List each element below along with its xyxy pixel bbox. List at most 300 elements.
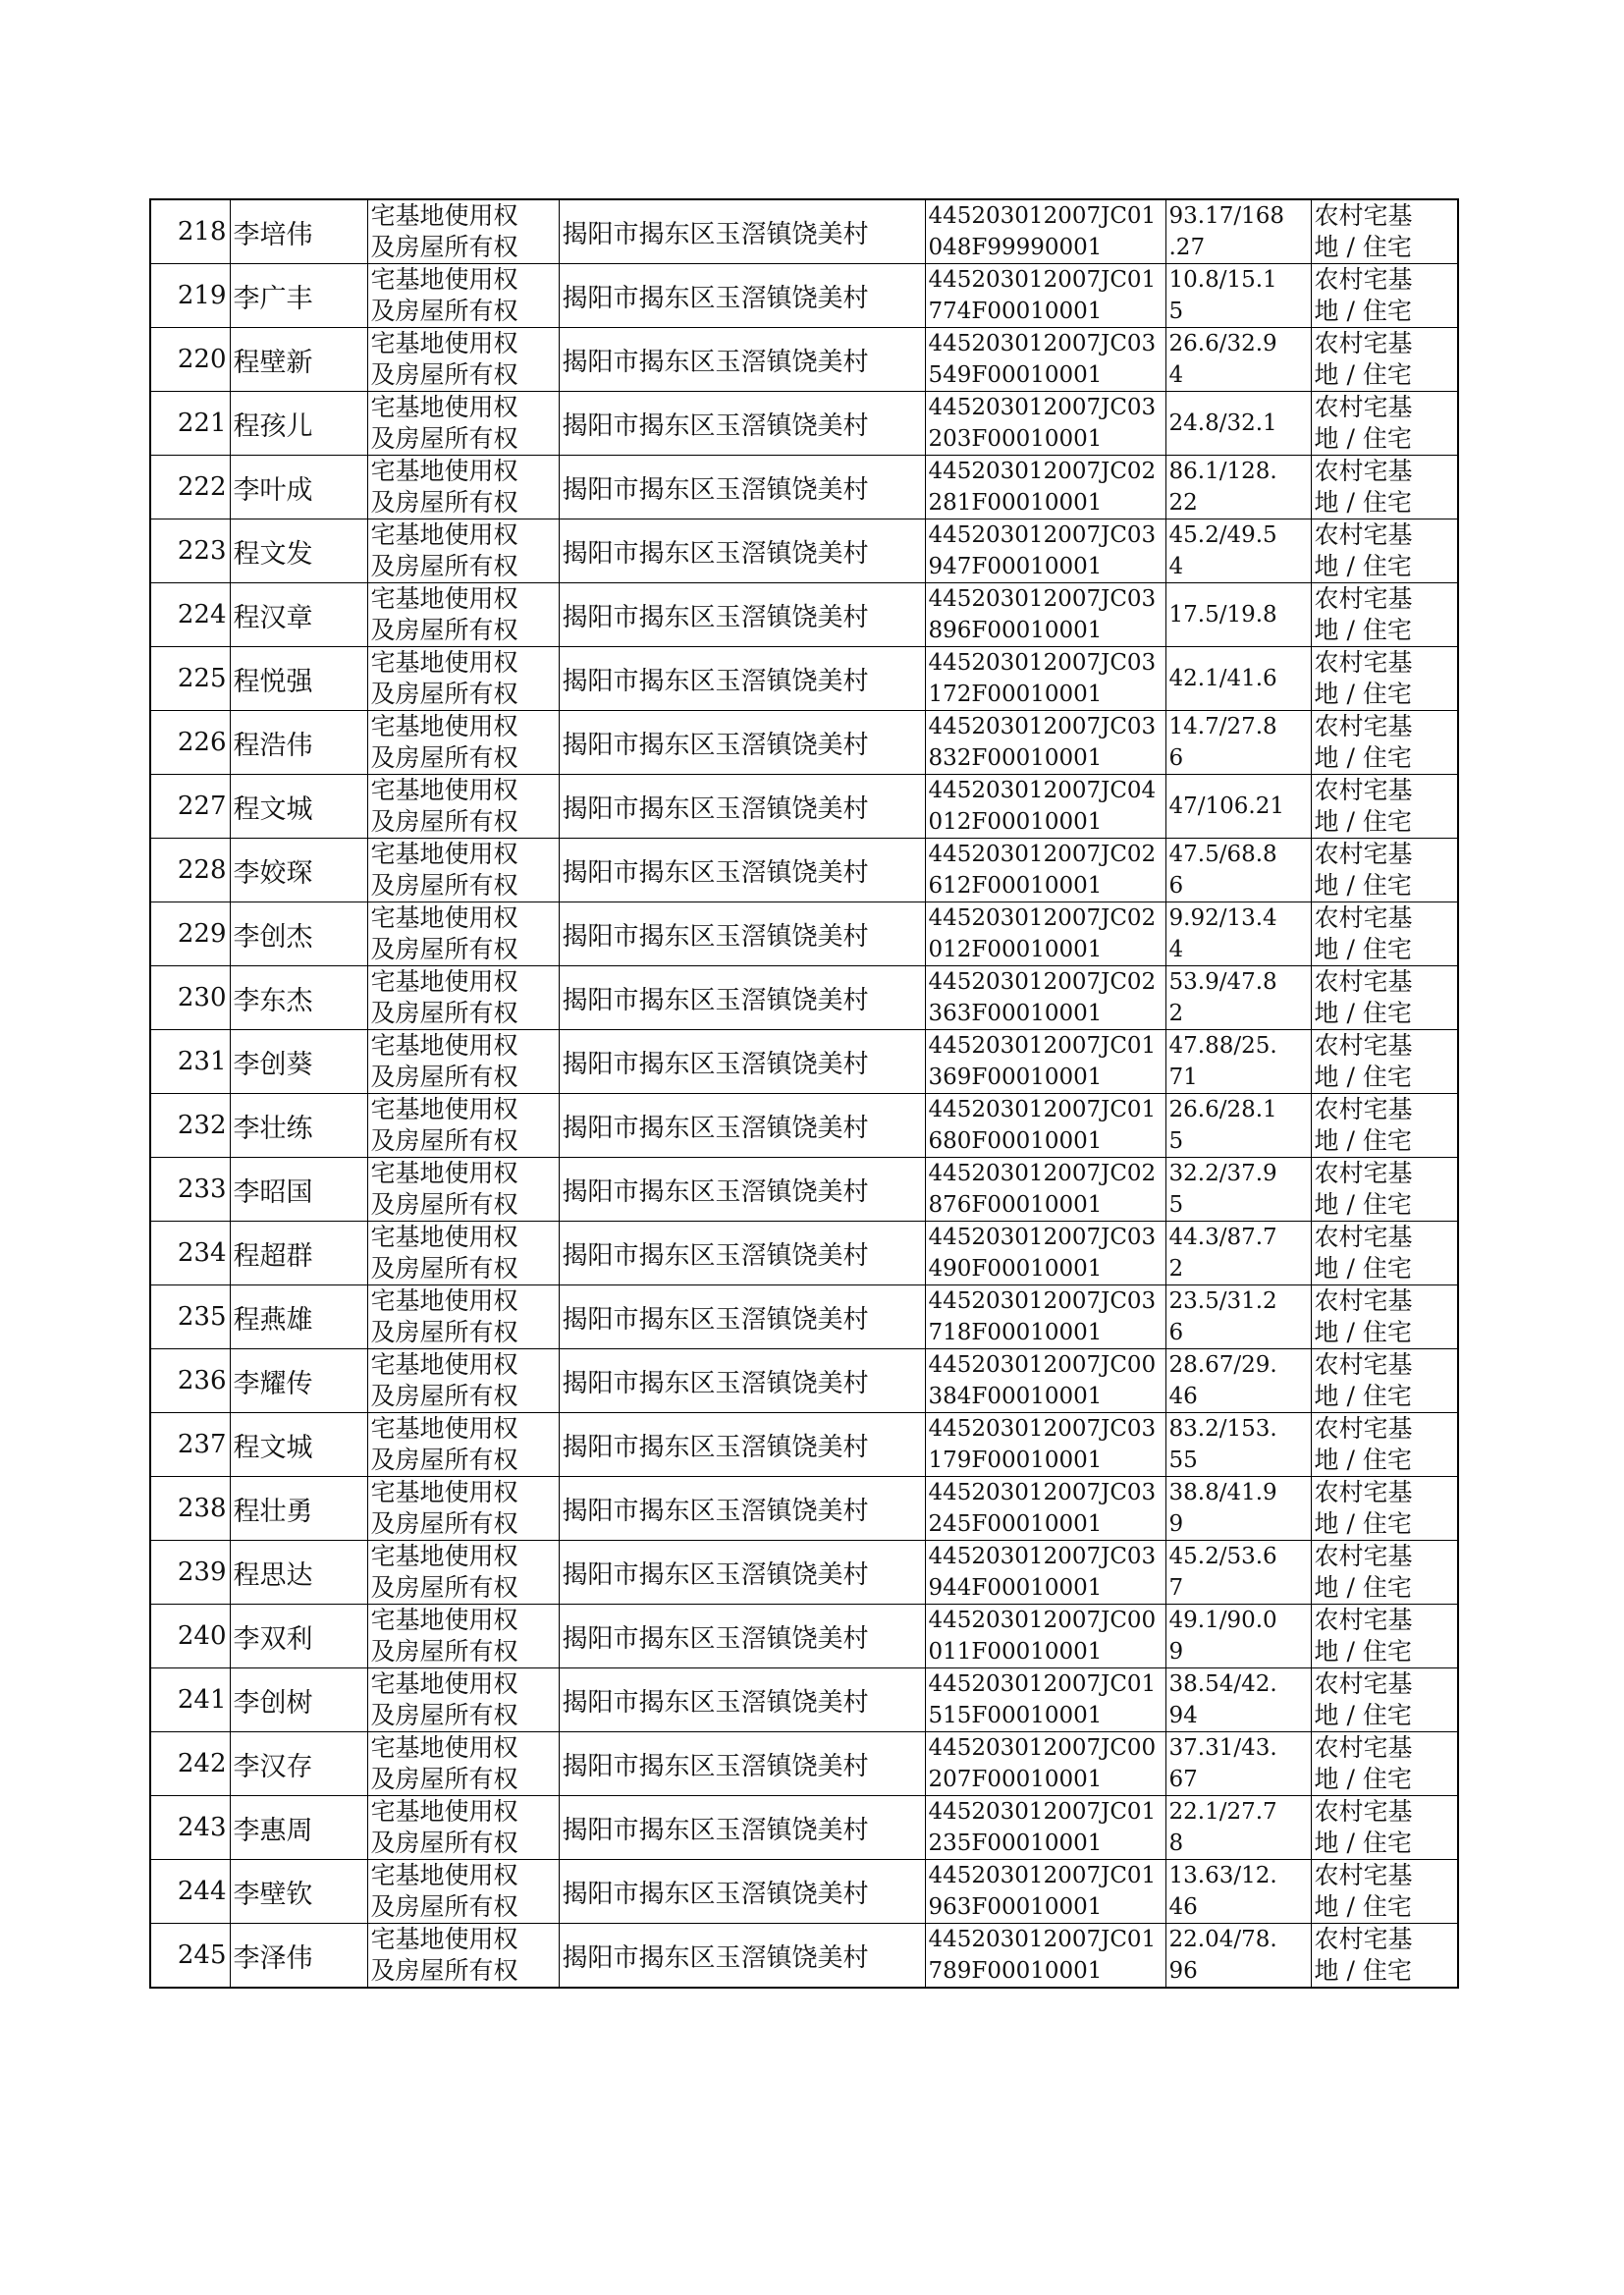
right-type-cell-line: 及房屋所有权 — [370, 1509, 518, 1538]
table-row — [150, 839, 1458, 902]
land-use-cell — [1311, 647, 1458, 711]
parcel-code-cell-line: 876F00010001 — [928, 1192, 1103, 1218]
row-number-cell: 239 — [150, 1541, 230, 1605]
parcel-code-cell — [925, 1477, 1165, 1541]
land-use-cell — [1311, 1860, 1458, 1924]
address-cell: 揭阳市揭东区玉滘镇饶美村 — [559, 264, 925, 328]
row-number-cell: 232 — [150, 1094, 230, 1158]
table-row — [150, 199, 1458, 264]
area-cell-line: 45.2/53.6 — [1168, 1544, 1277, 1569]
parcel-code-cell — [925, 1605, 1165, 1668]
row-number-cell: 222 — [150, 456, 230, 519]
land-use-cell-line: 农村宅基 — [1314, 329, 1413, 357]
owner-name-cell: 程燕雄 — [230, 1285, 367, 1349]
land-use-cell-line: 地 / 住宅 — [1314, 1126, 1412, 1155]
parcel-code-cell-line: 944F00010001 — [928, 1575, 1103, 1601]
parcel-code-cell — [925, 1732, 1165, 1796]
right-type-cell-line: 宅基地使用权 — [370, 840, 518, 868]
right-type-cell-line: 及房屋所有权 — [370, 1126, 518, 1155]
row-number-cell: 234 — [150, 1222, 230, 1285]
land-use-cell — [1311, 1477, 1458, 1541]
parcel-code-cell-line: 896F00010001 — [928, 618, 1103, 643]
owner-name-cell: 李叶成 — [230, 456, 367, 519]
table-row — [150, 519, 1458, 583]
parcel-code-cell-line: 363F00010001 — [928, 1001, 1103, 1026]
owner-name-cell: 李创树 — [230, 1668, 367, 1732]
land-use-cell-line: 地 / 住宅 — [1314, 1509, 1412, 1538]
address-cell: 揭阳市揭东区玉滘镇饶美村 — [559, 1732, 925, 1796]
address-cell: 揭阳市揭东区玉滘镇饶美村 — [559, 1860, 925, 1924]
row-number-cell: 220 — [150, 328, 230, 392]
right-type-cell-line: 宅基地使用权 — [370, 776, 518, 804]
row-number-cell: 224 — [150, 583, 230, 647]
registration-table — [149, 198, 1459, 1989]
owner-name-cell: 程思达 — [230, 1541, 367, 1605]
address-cell: 揭阳市揭东区玉滘镇饶美村 — [559, 1158, 925, 1222]
area-cell-line: 6 — [1168, 1320, 1184, 1345]
land-use-cell-line: 农村宅基 — [1314, 1861, 1413, 1889]
area-cell — [1165, 1541, 1311, 1605]
right-type-cell — [367, 1860, 559, 1924]
area-cell-line: 49.1/90.0 — [1168, 1608, 1277, 1633]
parcel-code-cell — [925, 1030, 1165, 1094]
row-number-cell: 228 — [150, 839, 230, 902]
right-type-cell — [367, 1094, 559, 1158]
parcel-code-cell-line: 207F00010001 — [928, 1767, 1103, 1792]
land-use-cell-line: 地 / 住宅 — [1314, 807, 1412, 836]
right-type-cell-line: 及房屋所有权 — [370, 1765, 518, 1793]
land-use-cell — [1311, 519, 1458, 583]
parcel-code-cell — [925, 1349, 1165, 1413]
land-use-cell-line: 农村宅基 — [1314, 1606, 1413, 1634]
row-number-cell: 221 — [150, 392, 230, 456]
area-cell-line: 22.1/27.7 — [1168, 1799, 1277, 1825]
right-type-cell-line: 宅基地使用权 — [370, 1414, 518, 1443]
parcel-code-cell-line: 445203012007JC02 — [928, 905, 1157, 931]
area-cell-line: 2 — [1168, 1256, 1184, 1282]
parcel-code-cell-line: 369F00010001 — [928, 1065, 1103, 1090]
area-cell-line: 38.8/41.9 — [1168, 1480, 1277, 1505]
land-use-cell-line: 地 / 住宅 — [1314, 743, 1412, 772]
land-use-cell — [1311, 1796, 1458, 1860]
area-cell — [1165, 199, 1311, 264]
right-type-cell-line: 宅基地使用权 — [370, 201, 518, 230]
right-type-cell-line: 宅基地使用权 — [370, 967, 518, 996]
right-type-cell — [367, 1158, 559, 1222]
land-use-cell-line: 农村宅基 — [1314, 1925, 1413, 1953]
area-cell-line: 94 — [1168, 1703, 1198, 1728]
address-cell: 揭阳市揭东区玉滘镇饶美村 — [559, 1222, 925, 1285]
land-use-cell-line: 农村宅基 — [1314, 1542, 1413, 1570]
right-type-cell-line: 及房屋所有权 — [370, 999, 518, 1027]
row-number-cell: 233 — [150, 1158, 230, 1222]
right-type-cell — [367, 1796, 559, 1860]
area-cell-line: 42.1/41.6 — [1168, 666, 1277, 691]
land-use-cell — [1311, 1349, 1458, 1413]
right-type-cell-line: 宅基地使用权 — [370, 1542, 518, 1570]
area-cell — [1165, 519, 1311, 583]
land-use-cell-line: 农村宅基 — [1314, 584, 1413, 613]
area-cell — [1165, 1605, 1311, 1668]
table-row — [150, 711, 1458, 775]
land-use-cell-line: 农村宅基 — [1314, 457, 1413, 485]
row-number-cell: 231 — [150, 1030, 230, 1094]
area-cell — [1165, 1158, 1311, 1222]
area-cell-line: 5 — [1168, 299, 1184, 324]
parcel-code-cell-line: 011F00010001 — [928, 1639, 1103, 1665]
land-use-cell-line: 地 / 住宅 — [1314, 1382, 1412, 1410]
area-cell-line: 96 — [1168, 1958, 1198, 1984]
right-type-cell — [367, 328, 559, 392]
parcel-code-cell — [925, 647, 1165, 711]
parcel-code-cell-line: 048F99990001 — [928, 235, 1103, 260]
table-row — [150, 583, 1458, 647]
area-cell — [1165, 1222, 1311, 1285]
area-cell-line: 14.7/27.8 — [1168, 714, 1277, 739]
parcel-code-cell-line: 789F00010001 — [928, 1958, 1103, 1984]
land-use-cell-line: 地 / 住宅 — [1314, 424, 1412, 453]
parcel-code-cell-line: 445203012007JC01 — [928, 267, 1157, 293]
address-cell: 揭阳市揭东区玉滘镇饶美村 — [559, 1541, 925, 1605]
parcel-code-cell — [925, 1668, 1165, 1732]
right-type-cell-line: 及房屋所有权 — [370, 297, 518, 325]
area-cell-line: 22.04/78. — [1168, 1927, 1277, 1952]
right-type-cell — [367, 839, 559, 902]
owner-name-cell: 李耀传 — [230, 1349, 367, 1413]
right-type-cell-line: 宅基地使用权 — [370, 1606, 518, 1634]
right-type-cell — [367, 264, 559, 328]
right-type-cell — [367, 1030, 559, 1094]
area-cell-line: 4 — [1168, 362, 1184, 388]
land-use-cell-line: 农村宅基 — [1314, 840, 1413, 868]
area-cell — [1165, 647, 1311, 711]
area-cell-line: 17.5/19.8 — [1168, 602, 1277, 628]
land-use-cell-line: 地 / 住宅 — [1314, 616, 1412, 644]
land-use-cell-line: 地 / 住宅 — [1314, 360, 1412, 389]
land-use-cell-line: 农村宅基 — [1314, 776, 1413, 804]
area-cell-line: 9 — [1168, 1639, 1184, 1665]
table-row — [150, 456, 1458, 519]
area-cell-line: 9.92/13.4 — [1168, 905, 1277, 931]
table-row — [150, 775, 1458, 839]
land-use-cell-line: 农村宅基 — [1314, 1478, 1413, 1506]
right-type-cell — [367, 1924, 559, 1989]
right-type-cell-line: 宅基地使用权 — [370, 1286, 518, 1315]
owner-name-cell: 程文发 — [230, 519, 367, 583]
parcel-code-cell-line: 235F00010001 — [928, 1831, 1103, 1856]
land-use-cell — [1311, 1030, 1458, 1094]
owner-name-cell: 李东杰 — [230, 966, 367, 1030]
land-use-cell-line: 农村宅基 — [1314, 1095, 1413, 1123]
right-type-cell-line: 及房屋所有权 — [370, 1892, 518, 1921]
area-cell — [1165, 392, 1311, 456]
right-type-cell-line: 宅基地使用权 — [370, 520, 518, 549]
table-row — [150, 966, 1458, 1030]
owner-name-cell: 李惠周 — [230, 1796, 367, 1860]
land-use-cell — [1311, 392, 1458, 456]
area-cell — [1165, 264, 1311, 328]
land-use-cell-line: 地 / 住宅 — [1314, 1573, 1412, 1602]
area-cell-line: 32.2/37.9 — [1168, 1161, 1277, 1186]
area-cell-line: 23.5/31.2 — [1168, 1288, 1277, 1314]
area-cell-line: 86.1/128. — [1168, 459, 1277, 484]
address-cell: 揭阳市揭东区玉滘镇饶美村 — [559, 1030, 925, 1094]
right-type-cell-line: 宅基地使用权 — [370, 393, 518, 421]
land-use-cell — [1311, 1285, 1458, 1349]
area-cell-line: 67 — [1168, 1767, 1198, 1792]
land-use-cell-line: 农村宅基 — [1314, 1031, 1413, 1060]
parcel-code-cell-line: 172F00010001 — [928, 682, 1103, 707]
land-use-cell — [1311, 328, 1458, 392]
right-type-cell-line: 及房屋所有权 — [370, 1254, 518, 1283]
parcel-code-cell — [925, 392, 1165, 456]
area-cell-line: 5 — [1168, 1192, 1184, 1218]
right-type-cell — [367, 1605, 559, 1668]
address-cell: 揭阳市揭东区玉滘镇饶美村 — [559, 1094, 925, 1158]
right-type-cell — [367, 647, 559, 711]
land-use-cell-line: 农村宅基 — [1314, 1350, 1413, 1379]
address-cell: 揭阳市揭东区玉滘镇饶美村 — [559, 456, 925, 519]
area-cell-line: 47/106.21 — [1168, 793, 1284, 819]
right-type-cell-line: 及房屋所有权 — [370, 1637, 518, 1666]
owner-name-cell: 李泽伟 — [230, 1924, 367, 1989]
land-use-cell — [1311, 1924, 1458, 1989]
registration-table-body — [150, 199, 1458, 1988]
right-type-cell-line: 及房屋所有权 — [370, 1382, 518, 1410]
land-use-cell-line: 地 / 住宅 — [1314, 297, 1412, 325]
right-type-cell-line: 宅基地使用权 — [370, 903, 518, 932]
area-cell-line: 2 — [1168, 1001, 1184, 1026]
right-type-cell-line: 宅基地使用权 — [370, 1733, 518, 1762]
parcel-code-cell-line: 445203012007JC03 — [928, 586, 1157, 612]
owner-name-cell: 李汉存 — [230, 1732, 367, 1796]
area-cell-line: 6 — [1168, 745, 1184, 771]
land-use-cell-line: 地 / 住宅 — [1314, 1701, 1412, 1729]
table-row — [150, 1477, 1458, 1541]
address-cell: 揭阳市揭东区玉滘镇饶美村 — [559, 1796, 925, 1860]
area-cell-line: 53.9/47.8 — [1168, 969, 1277, 995]
land-use-cell-line: 农村宅基 — [1314, 967, 1413, 996]
area-cell — [1165, 966, 1311, 1030]
area-cell — [1165, 1413, 1311, 1477]
area-cell — [1165, 1796, 1311, 1860]
land-use-cell-line: 农村宅基 — [1314, 393, 1413, 421]
owner-name-cell: 程汉章 — [230, 583, 367, 647]
land-use-cell-line: 农村宅基 — [1314, 1669, 1413, 1698]
area-cell-line: 9 — [1168, 1511, 1184, 1537]
table-row — [150, 1158, 1458, 1222]
parcel-code-cell-line: 445203012007JC00 — [928, 1352, 1157, 1378]
owner-name-cell: 李壮练 — [230, 1094, 367, 1158]
owner-name-cell: 李创杰 — [230, 902, 367, 966]
parcel-code-cell-line: 963F00010001 — [928, 1894, 1103, 1920]
parcel-code-cell-line: 549F00010001 — [928, 362, 1103, 388]
right-type-cell — [367, 1668, 559, 1732]
parcel-code-cell-line: 445203012007JC03 — [928, 522, 1157, 548]
address-cell: 揭阳市揭东区玉滘镇饶美村 — [559, 1605, 925, 1668]
parcel-code-cell — [925, 1924, 1165, 1989]
row-number-cell: 227 — [150, 775, 230, 839]
parcel-code-cell — [925, 264, 1165, 328]
area-cell-line: 46 — [1168, 1894, 1198, 1920]
row-number-cell: 243 — [150, 1796, 230, 1860]
right-type-cell — [367, 1732, 559, 1796]
parcel-code-cell-line: 445203012007JC02 — [928, 1161, 1157, 1186]
row-number-cell: 244 — [150, 1860, 230, 1924]
parcel-code-cell-line: 947F00010001 — [928, 554, 1103, 579]
land-use-cell — [1311, 1158, 1458, 1222]
land-use-cell-line: 农村宅基 — [1314, 201, 1413, 230]
land-use-cell — [1311, 199, 1458, 264]
right-type-cell-line: 宅基地使用权 — [370, 1159, 518, 1187]
area-cell — [1165, 1668, 1311, 1732]
right-type-cell-line: 宅基地使用权 — [370, 1350, 518, 1379]
parcel-code-cell-line: 445203012007JC03 — [928, 331, 1157, 356]
parcel-code-cell-line: 445203012007JC01 — [928, 203, 1157, 229]
parcel-code-cell-line: 445203012007JC03 — [928, 650, 1157, 676]
area-cell-line: 6 — [1168, 873, 1184, 899]
land-use-cell-line: 地 / 住宅 — [1314, 233, 1412, 261]
right-type-cell-line: 宅基地使用权 — [370, 1797, 518, 1826]
right-type-cell — [367, 1222, 559, 1285]
land-use-cell — [1311, 775, 1458, 839]
land-use-cell-line: 农村宅基 — [1314, 1159, 1413, 1187]
parcel-code-cell-line: 445203012007JC03 — [928, 395, 1157, 420]
parcel-code-cell-line: 445203012007JC02 — [928, 969, 1157, 995]
parcel-code-cell-line: 445203012007JC00 — [928, 1608, 1157, 1633]
land-use-cell-line: 农村宅基 — [1314, 520, 1413, 549]
owner-name-cell: 程壮勇 — [230, 1477, 367, 1541]
parcel-code-cell-line: 445203012007JC03 — [928, 714, 1157, 739]
area-cell — [1165, 711, 1311, 775]
land-use-cell-line: 农村宅基 — [1314, 648, 1413, 677]
parcel-code-cell-line: 445203012007JC01 — [928, 1927, 1157, 1952]
area-cell-line: 83.2/153. — [1168, 1416, 1277, 1442]
owner-name-cell: 程悦强 — [230, 647, 367, 711]
row-number-cell: 236 — [150, 1349, 230, 1413]
parcel-code-cell-line: 445203012007JC03 — [928, 1288, 1157, 1314]
address-cell: 揭阳市揭东区玉滘镇饶美村 — [559, 583, 925, 647]
right-type-cell-line: 及房屋所有权 — [370, 360, 518, 389]
land-use-cell — [1311, 966, 1458, 1030]
row-number-cell: 235 — [150, 1285, 230, 1349]
table-row — [150, 328, 1458, 392]
address-cell: 揭阳市揭东区玉滘镇饶美村 — [559, 839, 925, 902]
right-type-cell-line: 及房屋所有权 — [370, 488, 518, 517]
area-cell — [1165, 775, 1311, 839]
address-cell: 揭阳市揭东区玉滘镇饶美村 — [559, 1668, 925, 1732]
table-row — [150, 1413, 1458, 1477]
right-type-cell — [367, 1349, 559, 1413]
right-type-cell — [367, 1541, 559, 1605]
parcel-code-cell-line: 179F00010001 — [928, 1448, 1103, 1473]
land-use-cell — [1311, 1668, 1458, 1732]
parcel-code-cell — [925, 966, 1165, 1030]
parcel-code-cell-line: 445203012007JC01 — [928, 1033, 1157, 1059]
parcel-code-cell — [925, 328, 1165, 392]
area-cell — [1165, 328, 1311, 392]
parcel-code-cell — [925, 711, 1165, 775]
right-type-cell — [367, 966, 559, 1030]
area-cell-line: 13.63/12. — [1168, 1863, 1277, 1888]
right-type-cell-line: 及房屋所有权 — [370, 1063, 518, 1091]
area-cell — [1165, 456, 1311, 519]
area-cell-line: 4 — [1168, 554, 1184, 579]
row-number-cell: 240 — [150, 1605, 230, 1668]
land-use-cell — [1311, 264, 1458, 328]
parcel-code-cell-line: 281F00010001 — [928, 490, 1103, 516]
land-use-cell-line: 农村宅基 — [1314, 1286, 1413, 1315]
right-type-cell-line: 及房屋所有权 — [370, 1318, 518, 1346]
parcel-code-cell — [925, 1796, 1165, 1860]
row-number-cell: 219 — [150, 264, 230, 328]
right-type-cell-line: 及房屋所有权 — [370, 1190, 518, 1219]
area-cell-line: 24.8/32.1 — [1168, 410, 1277, 436]
row-number-cell: 223 — [150, 519, 230, 583]
area-cell-line: 10.8/15.1 — [1168, 267, 1277, 293]
area-cell — [1165, 1285, 1311, 1349]
right-type-cell-line: 宅基地使用权 — [370, 457, 518, 485]
right-type-cell-line: 及房屋所有权 — [370, 1701, 518, 1729]
table-row — [150, 1030, 1458, 1094]
owner-name-cell: 程浩伟 — [230, 711, 367, 775]
owner-name-cell: 程孩儿 — [230, 392, 367, 456]
area-cell-line: 46 — [1168, 1384, 1198, 1409]
area-cell — [1165, 839, 1311, 902]
parcel-code-cell — [925, 1413, 1165, 1477]
area-cell-line: 26.6/28.1 — [1168, 1097, 1277, 1122]
owner-name-cell: 程文城 — [230, 775, 367, 839]
owner-name-cell: 李培伟 — [230, 199, 367, 264]
row-number-cell: 226 — [150, 711, 230, 775]
table-row — [150, 1605, 1458, 1668]
parcel-code-cell-line: 245F00010001 — [928, 1511, 1103, 1537]
land-use-cell-line: 农村宅基 — [1314, 1414, 1413, 1443]
area-cell — [1165, 1924, 1311, 1989]
parcel-code-cell-line: 774F00010001 — [928, 299, 1103, 324]
parcel-code-cell — [925, 456, 1165, 519]
parcel-code-cell-line: 012F00010001 — [928, 937, 1103, 962]
address-cell: 揭阳市揭东区玉滘镇饶美村 — [559, 328, 925, 392]
owner-name-cell: 李创葵 — [230, 1030, 367, 1094]
land-use-cell-line: 农村宅基 — [1314, 903, 1413, 932]
table-row — [150, 1924, 1458, 1989]
parcel-code-cell-line: 515F00010001 — [928, 1703, 1103, 1728]
parcel-code-cell-line: 445203012007JC03 — [928, 1225, 1157, 1250]
area-cell — [1165, 1477, 1311, 1541]
row-number-cell: 245 — [150, 1924, 230, 1989]
right-type-cell — [367, 1413, 559, 1477]
land-use-cell-line: 农村宅基 — [1314, 1797, 1413, 1826]
right-type-cell-line: 宅基地使用权 — [370, 329, 518, 357]
parcel-code-cell-line: 445203012007JC01 — [928, 1097, 1157, 1122]
parcel-code-cell — [925, 902, 1165, 966]
right-type-cell-line: 及房屋所有权 — [370, 552, 518, 580]
address-cell: 揭阳市揭东区玉滘镇饶美村 — [559, 711, 925, 775]
table-row — [150, 1732, 1458, 1796]
land-use-cell-line: 农村宅基 — [1314, 1733, 1413, 1762]
land-use-cell-line: 地 / 住宅 — [1314, 999, 1412, 1027]
land-use-cell-line: 地 / 住宅 — [1314, 1318, 1412, 1346]
parcel-code-cell-line: 445203012007JC03 — [928, 1480, 1157, 1505]
right-type-cell-line: 及房屋所有权 — [370, 935, 518, 963]
right-type-cell-line: 及房屋所有权 — [370, 233, 518, 261]
owner-name-cell: 李壁钦 — [230, 1860, 367, 1924]
right-type-cell-line: 宅基地使用权 — [370, 265, 518, 294]
right-type-cell — [367, 1477, 559, 1541]
parcel-code-cell-line: 490F00010001 — [928, 1256, 1103, 1282]
land-use-cell-line: 地 / 住宅 — [1314, 680, 1412, 708]
